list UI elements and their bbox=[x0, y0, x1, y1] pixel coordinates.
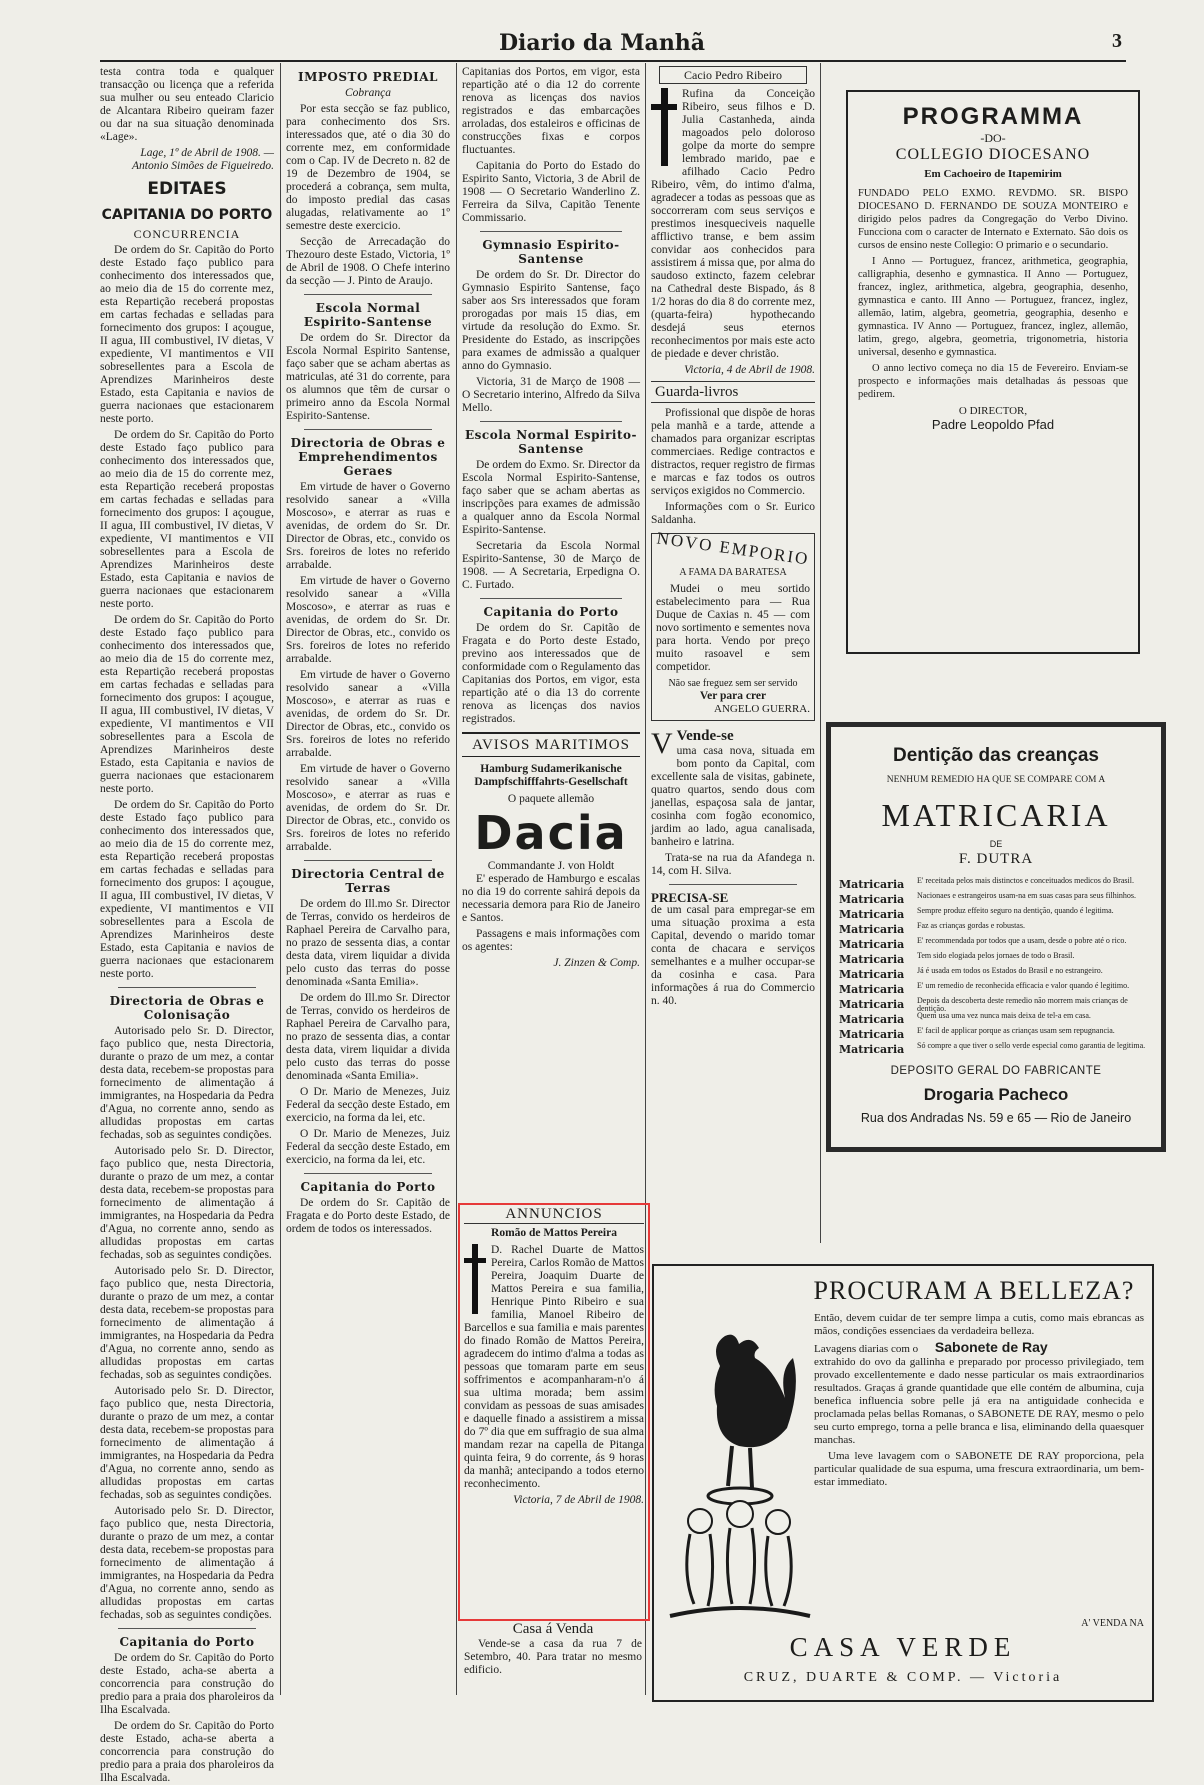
denticao-row-word: Matricaria bbox=[839, 923, 905, 936]
casa-heading: Casa á Venda bbox=[512, 1621, 594, 1637]
programma-do: -DO- bbox=[980, 131, 1006, 145]
denticao-de: DE bbox=[989, 839, 1003, 849]
denticao-row-word: Matricaria bbox=[839, 953, 905, 966]
passagens-text: Passagens e mais informações com os agentes: bbox=[462, 928, 640, 953]
denticao-row bbox=[839, 1027, 1155, 1042]
annuncios-section bbox=[464, 1208, 644, 1616]
denticao-heading: Dentição das creanças bbox=[893, 745, 1099, 766]
denticao-row bbox=[839, 967, 1155, 982]
gymnasio-heading: Gymnasio Espirito-Santense bbox=[482, 238, 620, 266]
escola-text: De ordem do Exmo. Sr. Director da Escola Normal Espirito-Santense, faço saber que se acham abertas as inscripções para exames de admissão a qualquer anno da Escola Normal Espirito-Santense. bbox=[462, 459, 640, 536]
programma-heading: PROGRAMMA bbox=[902, 103, 1084, 130]
column-3 bbox=[462, 66, 640, 1200]
header-rule bbox=[100, 60, 1126, 62]
agents: J. Zinzen & Comp. bbox=[553, 957, 640, 969]
cross-icon bbox=[464, 1244, 486, 1314]
casa-section bbox=[464, 1620, 642, 1700]
directoria-text: Autorisado pelo Sr. D. Director, faço publico que, nesta Directoria, durante o prazo de um mez, a contar desta data, recebem-se propostas para fornecimento de alimentação á immigrantes, na Hospedaria da Pedra d'Agua, no corrente anno, sendo as alludidas propostas em cartas fechadas, sob as seguintes condições. bbox=[100, 1505, 274, 1621]
emporio-ver: Ver para crer bbox=[699, 690, 767, 702]
denticao-row-text: Já é usada em todos os Estados do Brasil e no estrangeiro. bbox=[917, 966, 1103, 975]
denticao-row-text: Só compre a que tiver o sello verde especial como garantia de legitima. bbox=[917, 1041, 1146, 1050]
capitania-text: De ordem do Sr. Capitão do Porto deste Estado faço publico para conhecimento dos interessados que, ao meio dia de 15 do corrente mez, esta Repartição receberá propostas em cartas fechadas e selladas para fornecimento dos grupos: I açougue, II agua, III combustivel, IV dietas, V expediente, VI mantimentos e VII sobresellentes para a Escola de Aprendizes Marinheiros deste Estado, esta Capitania e navios de guerra nacionaes que estacionarem neste porto. bbox=[100, 799, 274, 980]
col3-top-text: Capitanias dos Portos, em vigor, esta repartição até o dia 12 do corrente renova as licenças dos navios registrados e das embarcações arroladas, dos estaleiros e officinas de construcções fixas e corpos fluctuantes. bbox=[462, 66, 640, 156]
denticao-row-text: Tem sido elogiada pelos jornaes de todo o Brasil. bbox=[917, 951, 1075, 960]
escola-heading: Escola Normal Espirito-Santense bbox=[465, 428, 637, 456]
belleza-text1: Então, devem cuidar de ter sempre limpa a cutis, como mais ebrancas as mãos, condições essenciaes da verdadeira belleza. bbox=[814, 1312, 1144, 1337]
terras-text: De ordem do Ill.mo Sr. Director de Terras, convido os herdeiros de Raphael Pereira de Carvalho para, no prazo de sessenta dias, a contar desta data, virem liquidar a divida pelo custo das terras do posse denominada «Santa Emilia». bbox=[286, 992, 450, 1082]
programma-sub: COLLEGIO DIOCESANO bbox=[895, 146, 1091, 163]
programma-director-label: O DIRECTOR, bbox=[958, 405, 1028, 417]
commandante: Commandante J. von Holdt bbox=[487, 860, 615, 872]
annuncios-heading: ANNUNCIOS bbox=[464, 1208, 644, 1224]
cacio-sign: Victoria, 4 de Abril de 1908. bbox=[684, 364, 815, 376]
emporio-ad bbox=[651, 528, 815, 721]
capitania2-heading: Capitania do Porto bbox=[119, 1635, 255, 1649]
denticao-product: MATRICARIA bbox=[881, 797, 1111, 833]
programma-location: Em Cachoeiro de Itapemirim bbox=[924, 168, 1062, 180]
belleza-lavagens-block bbox=[814, 1341, 1144, 1356]
divider bbox=[304, 1173, 432, 1174]
programma-ad bbox=[846, 90, 1140, 654]
belleza-text3: Uma leve lavagem com o SABONETE DE RAY proporciona, pela particular qualidade de sua espuma, uma frescura extraordinaria, um bem-estar immediato. bbox=[814, 1450, 1144, 1488]
denticao-row-word: Matricaria bbox=[839, 1013, 905, 1026]
belleza-text-block bbox=[814, 1312, 1144, 1612]
denticao-row-text: Depois da descoberta deste remedio não morrem mais crianças de dentição. bbox=[917, 996, 1128, 1013]
terras-heading: Directoria Central de Terras bbox=[291, 867, 445, 895]
escola-sign: Secretaria da Escola Normal Espirito-Santense, 30 de Março de 1908. — A Secretaria, Erpedigna O. C. Furtado. bbox=[462, 540, 640, 591]
capitania-heading: Capitania do Porto bbox=[300, 1180, 436, 1194]
denticao-row-text: E' receitada pelos mais distinctos e conceituados medicos do Brasil. bbox=[917, 876, 1134, 885]
obras-heading: Directoria de Obras e Emprehendimentos Geraes bbox=[290, 436, 446, 478]
juiz-text: O Dr. Mario de Menezes, Juiz Federal da secção deste Estado, em exercicio, na forma da lei, etc. bbox=[286, 1086, 450, 1124]
imposto-subheading: Cobrança bbox=[345, 87, 391, 99]
capitania2-text: De ordem do Sr. Capitão do Porto deste Estado, acha-se aberta a concorrencia para construção do predio para a praia dos pharoleiros da Ilha Escalvada. bbox=[100, 1720, 274, 1784]
obras-text: Em virtude de haver o Governo resolvido sanear a «Villa Moscoso», e aterrar as ruas e avenidas, de ordem do Sr. Dr. Director de Obras, etc., convido os Srs. foreiros de lotes no referido arrabalde. bbox=[286, 669, 450, 759]
casa-text: Vende-se a casa da rua 7 de Setembro, 40. Para tratar no mesmo edificio. bbox=[464, 1638, 642, 1676]
capitania-heading: Capitania do Porto bbox=[483, 605, 619, 619]
capitania-text: De ordem do Sr. Capitão do Porto deste Estado faço publico para conhecimento dos interessados que, ao meio dia de 15 do corrente mez, esta Repartição receberá propostas em cartas fechadas e selladas para fornecimento dos grupos: I açougue, II agua, III combustivel, IV dietas, V expediente, VI mantimentos e VII sobresellentes para a Escola de Aprendizes Marinheiros deste Estado, esta Capitania e navios de guerra nacionaes que estacionarem neste porto. bbox=[100, 429, 274, 610]
guarda-text: Profissional que dispõe de horas pela manhã e a tarde, attende a chamados para organizar escriptas commerciaes. Redige contractos e distractos, requer registro de firmas e marcas e faz todos os outros serviços exigidos no Commercio. bbox=[651, 407, 815, 497]
editaes-heading: EDITAES bbox=[147, 179, 227, 199]
obras-text: Em virtude de haver o Governo resolvido sanear a «Villa Moscoso», e aterrar as ruas e avenidas, de ordem do Sr. Dr. Director de Obras, etc., convido os Srs. foreiros de lotes no referido arrabalde. bbox=[286, 575, 450, 665]
ship-text: E' esperado de Hamburgo e escalas no dia 19 do corrente sahirá depois da necessaria demora para Rio de Janeiro e Santos. bbox=[462, 873, 640, 924]
avisos-heading: AVISOS MARITIMOS bbox=[472, 737, 630, 753]
directoria-text: Autorisado pelo Sr. D. Director, faço publico que, nesta Directoria, durante o prazo de um mez, a contar desta data, recebem-se propostas para fornecimento de alimentação á immigrantes, na Hospedaria da Pedra d'Agua, no corrente anno, sendo as alludidas propostas em cartas fechadas, sob as seguintes condições. bbox=[100, 1025, 274, 1141]
divider bbox=[304, 860, 432, 861]
belleza-text2: extrahido do ovo da gallinha e preparado por processo privilegiado, tem provado excellentemente e dado nesse particular os mais extraordinarios resultados. Graças á grande quantidade que elle contém de albumina, cuja benefica influencia sobre pelle já era na antiguidade conhecida e proclamada pelas bellas Romanas, o SABONETE DE RAY, mesmo o pelo seu curto emprego, torna a pelle branca e lisa, eliminando della quaesquer manchas. bbox=[814, 1356, 1144, 1446]
emporio-sub: A FAMA DA BARATESA bbox=[679, 567, 787, 578]
denticao-row bbox=[839, 937, 1155, 952]
denticao-row-word: Matricaria bbox=[839, 1043, 905, 1056]
denticao-row bbox=[839, 907, 1155, 922]
imposto-heading: IMPOSTO PREDIAL bbox=[297, 70, 438, 84]
denticao-row-word: Matricaria bbox=[839, 968, 905, 981]
directoria-text: Autorisado pelo Sr. D. Director, faço publico que, nesta Directoria, durante o prazo de um mez, a contar desta data, recebem-se propostas para fornecimento de alimentação á immigrantes, na Hospedaria da Pedra d'Agua, no corrente anno, sendo as alludidas propostas em cartas fechadas, sob as seguintes condições. bbox=[100, 1145, 274, 1261]
shipping-company: Hamburg Sudamerikanische Dampfschifffahrts-Gesellschaft bbox=[474, 763, 628, 788]
obras-text: Em virtude de haver o Governo resolvido sanear a «Villa Moscoso», e aterrar as ruas e avenidas, de ordem do Sr. Dr. Director de Obras, etc., convido os Srs. foreiros de lotes no referido arrabalde. bbox=[286, 481, 450, 571]
newspaper-title: Diario da Manhã bbox=[498, 30, 706, 56]
vende-heading: Vende-se bbox=[676, 728, 734, 744]
denticao-row bbox=[839, 997, 1155, 1012]
gymnasio-sign: Victoria, 31 de Março de 1908 — O Secretario interino, Alfredo da Silva Mello. bbox=[462, 376, 640, 414]
emporio-heading: NOVO EMPORIO bbox=[655, 528, 811, 569]
programma-body bbox=[858, 102, 1128, 642]
denticao-row-text: E' um remedio de reconhecida efficacia e valor quando é legitimo. bbox=[917, 981, 1130, 990]
concorrencia-subheading: CONCURRENCIA bbox=[133, 227, 241, 241]
paquete-label: O paquete allemão bbox=[507, 793, 595, 805]
belleza-casa: CASA VERDE bbox=[789, 1632, 1017, 1662]
escola-text: De ordem do Sr. Director da Escola Normal Espirito Santense, faço saber que se acham abertas as matriculas, até 31 do corrente, para os alumnos que têm de cursar o primeiro anno da Escola Normal Espirito-Santense. bbox=[286, 332, 450, 422]
capitania-text: De ordem do Sr. Capitão de Fragata e do Porto deste Estado, de ordem de todos os interessados. bbox=[286, 1197, 450, 1235]
divider bbox=[304, 294, 432, 295]
programma-end: O anno lectivo começa no dia 15 de Fevereiro. Enviam-se prospecto e informações mais detalhadas ás pessoas que pedirem. bbox=[858, 363, 1128, 400]
column-divider bbox=[820, 63, 821, 1243]
divider bbox=[480, 231, 622, 232]
column-4 bbox=[651, 66, 815, 1236]
belleza-heading: PROCURAM A BELLEZA? bbox=[813, 1276, 1135, 1305]
col3-top-sign: Capitania do Porto do Estado do Espirito Santo, Victoria, 3 de Abril de 1908 — O Secretario Wanderlino Z. Ferreira da Silva, Capitão Tenente Commissario. bbox=[462, 160, 640, 224]
capitania-text: De ordem do Sr. Capitão de Fragata e do Porto deste Estado, previno aos interessados que de conformidade com o Regulamento das Capitanias dos Portos, em vigor, esta repartição até o dia 13 do corrente renova as licenças dos navios registrados. bbox=[462, 622, 640, 725]
denticao-row-word: Matricaria bbox=[839, 878, 905, 891]
denticao-drogaria: Drogaria Pacheco bbox=[923, 1085, 1069, 1104]
emporio-text: Mudei o meu sortido estabelecimento para — Rua Duque de Caxias n. 45 — com novo sortimento e sementes nova para horta. Vendo por preço muito rasoavel e sem competidor. bbox=[656, 583, 810, 673]
terras-text: De ordem do Ill.mo Sr. Director de Terras, convido os herdeiros de Raphael Pereira de Carvalho para, no prazo de sessenta dias, a contar desta data, virem liquidar a divida pelo custo das terras do posse denominada «Santa Emilia». bbox=[286, 898, 450, 988]
divider bbox=[480, 598, 622, 599]
directoria-heading: Directoria de Obras e Colonisação bbox=[109, 994, 265, 1022]
belleza-firm: CRUZ, DUARTE & COMP. — Victoria bbox=[743, 1670, 1063, 1685]
capitania-text: De ordem do Sr. Capitão do Porto deste Estado faço publico para conhecimento dos interessados que, ao meio dia de 15 do corrente mez, esta Repartição receberá propostas em cartas fechadas e selladas para fornecimento dos grupos: I açougue, II agua, III combustivel, IV dietas, V expediente, VI mantimentos e VII sobresellentes para a Escola de Aprendizes Marinheiros deste Estado, esta Capitania e navios de guerra nacionaes que estacionarem neste porto. bbox=[100, 244, 274, 425]
programma-director: Padre Leopoldo Pfad bbox=[931, 417, 1055, 432]
column-2 bbox=[286, 66, 450, 1696]
ship-name: Dacia bbox=[474, 806, 628, 860]
denticao-row-text: Quem usa uma vez nunca mais deixa de tel-a em casa. bbox=[917, 1011, 1091, 1020]
directoria-text: Autorisado pelo Sr. D. Director, faço publico que, nesta Directoria, durante o prazo de um mez, a contar desta data, recebem-se propostas para fornecimento de alimentação á immigrantes, na Hospedaria da Pedra d'Agua, no corrente anno, sendo as alludidas propostas em cartas fechadas, sob as seguintes condições. bbox=[100, 1265, 274, 1381]
denticao-row bbox=[839, 892, 1155, 907]
cacio-heading: Cacio Pedro Ribeiro bbox=[659, 66, 807, 84]
column-divider bbox=[456, 63, 457, 1695]
romao-sign: Victoria, 7 de Abril de 1908. bbox=[513, 1494, 644, 1506]
denticao-row-word: Matricaria bbox=[839, 1028, 905, 1041]
denticao-row bbox=[839, 982, 1155, 997]
denticao-row bbox=[839, 922, 1155, 937]
denticao-row-text: Nacionaes e estrangeiros usam-na em suas casas para seus filhinhos. bbox=[917, 891, 1137, 900]
programma-courses: I Anno — Portuguez, francez, arithmetica, geographia, calligraphia, desenho e gymnastica. II Anno — Portuguez, francez, inglez, arithmetica, algebra, geographia, desenho, gymnastica e canto. III Anno — Portuguez, francez, inglez, allemão, latim, algebra, geometria, geographia, desenho e gymnastica. IV Anno — Portuguez, francez, inglez, allemão, latim, grego, algebra, geometria, trigonometria, historia universal, desenho e gymnastica. bbox=[858, 256, 1128, 358]
divider bbox=[118, 1628, 256, 1629]
denticao-row bbox=[839, 1042, 1155, 1057]
divider bbox=[118, 987, 256, 988]
imposto-text: Por esta secção se faz publico, para conhecimento dos Srs. interessados que, até o dia 30 do corrente mez, em conformidade com o Cap. IV de Decreto n. 82 de 19 de Dezembro de 1904, se procederá a cobrança, sem multa, do imposto predial das casas alugadas, relativamente ao 1º semestre deste exercicio. bbox=[286, 103, 450, 232]
denticao-row-text: E' facil de applicar porque as crianças usam sem repugnancia. bbox=[917, 1026, 1115, 1035]
denticao-row bbox=[839, 952, 1155, 967]
vende-sign: Trata-se na rua da Afandega n. 14, com H. Silva. bbox=[651, 852, 815, 877]
capitania-text: De ordem do Sr. Capitão do Porto deste Estado faço publico para conhecimento dos interessados que, ao meio dia de 15 do corrente mez, esta Repartição receberá propostas em cartas fechadas e selladas para fornecimento dos grupos: I açougue, II agua, III combustivel, IV dietas, V expediente, VI mantimentos e VII sobresellentes para a Escola de Aprendizes Marinheiros deste Estado, esta Capitania e navios de guerra nacionaes que estacionarem neste porto. bbox=[100, 614, 274, 795]
avisos-banner bbox=[462, 732, 640, 757]
cross-icon bbox=[651, 88, 677, 166]
denticao-row-word: Matricaria bbox=[839, 908, 905, 921]
vende-dropcap: V bbox=[651, 727, 673, 760]
column-divider bbox=[280, 63, 281, 1695]
divider bbox=[669, 884, 797, 885]
denticao-row bbox=[839, 1012, 1155, 1027]
denticao-row-text: Faz as crianças gordas e robustas. bbox=[917, 921, 1025, 930]
belleza-lavagens: Lavagens diarias com o bbox=[814, 1343, 919, 1355]
capitania-heading: CAPITANIA DO PORTO bbox=[101, 207, 273, 223]
denticao-row-word: Matricaria bbox=[839, 998, 905, 1011]
denticao-deposit: DEPOSITO GERAL DO FABRICANTE bbox=[890, 1065, 1102, 1077]
directoria-text: Autorisado pelo Sr. D. Director, faço publico que, nesta Directoria, durante o prazo de um mez, a contar desta data, recebem-se propostas para fornecimento de alimentação á immigrantes, na Hospedaria da Pedra d'Agua, no corrente anno, sendo as alludidas propostas em cartas fechadas, sob as seguintes condições. bbox=[100, 1385, 274, 1501]
belleza-ad bbox=[652, 1264, 1154, 1702]
col1-top-sign: Lage, 1º de Abril de 1908. — Antonio Simões de Figueiredo. bbox=[131, 147, 274, 172]
obras-text: Em virtude de haver o Governo resolvido sanear a «Villa Moscoso», e aterrar as ruas e avenidas, de ordem do Sr. Dr. Director de Obras, etc., convido os Srs. foreiros de lotes no referido arrabalde. bbox=[286, 763, 450, 853]
programma-text: FUNDADO PELO EXMO. REVDMO. SR. BISPO DIOCESANO D. FERNANDO DE SOUZA MONTEIRO e dirigido pelos padres da Congregação do Verbo Divino. Funcciona com o caracter de Internato e Externato. São dois os cursos de ensino neste Collegio: O primario e o secundario. bbox=[858, 188, 1128, 251]
denticao-row bbox=[839, 877, 1155, 892]
emporio-sign: ANGELO GUERRA. bbox=[714, 703, 810, 715]
romao-text: D. Rachel Duarte de Mattos Pereira, Carlos Romão de Mattos Pereira, Joaquim Duarte de Mattos Pereira e sua familia, Henrique Pinto Ribeiro e sua familia, Manoel Ribeiro de Barcellos e sua familia e mais parentes do finado Romão de Mattos Pereira, agradecem do intimo d'alma a todas as pessoas que tomaram parte em seus soffrimentos e acompanharam-n'o á sua ultima morada; bem assim convidam as pessoas de suas amisades e daquelle finado a assistirem a missa do 7º dia que em suffragio de sua alma mandam rezar na capella de Pitanga quinta feira, 9 do corrente, ás 9 horas da manhã; antecipando a todos eterno reconhecimento. bbox=[464, 1244, 644, 1490]
escola-heading: Escola Normal Espirito-Santense bbox=[303, 301, 433, 329]
belleza-sabonete: Sabonete de Ray bbox=[934, 1339, 1048, 1355]
denticao-ad bbox=[826, 722, 1166, 1152]
denticao-sub: NENHUM REMEDIO HA QUE SE COMPARE COM A bbox=[886, 775, 1106, 785]
vende-text: uma casa nova, situada em bom ponto da Capital, com excellente sala de visitas, gabinete, quatro quartos, sendo dous com janellas, espaçosa sala de jantar, cosinha com fogão economico, jardim ao lado, agua canalisada, banheiro e latrina. bbox=[651, 745, 815, 848]
col1-top-text: testa contra toda e qualquer transacção ou licença que a referida sua mulher ou seu enteado Claricio de Alcantara Ribeiro queiram fazer ou dar na sua situação denominada «Lage». bbox=[100, 66, 274, 143]
emporio-note: Não sae freguez sem ser servido bbox=[668, 678, 798, 689]
precisa-heading: PRECISA-SE bbox=[651, 890, 729, 905]
capitania2-text: De ordem do Sr. Capitão do Porto deste Estado, acha-se aberta a concorrencia para construção do predio para a praia dos pharoleiros da Ilha Escalvada. bbox=[100, 1652, 274, 1716]
denticao-row-text: E' recommendada por todos que a usam, desde o pobre até o rico. bbox=[917, 936, 1127, 945]
divider bbox=[304, 429, 432, 430]
gymnasio-text: De ordem do Sr. Dr. Director do Gymnasio Espirito Santense, faço saber aos Srs interessados que foram prorogadas por mais 15 dias, em virtude da resolução do Exmo. Sr. Presidente do Estado, as inscripções para exames de admissão a qualquer anno do Gymnasio. bbox=[462, 269, 640, 372]
denticao-maker: F. DUTRA bbox=[958, 851, 1034, 867]
cacio-text: Rufina da Conceição Ribeiro, seus filhos e D. Julia Castanheda, ainda magoados pelo doloroso golpe da morte do sempre lembrado marido, pae e afilhado Cacio Pedro Ribeiro, vêm, do intimo d'alma, agradecer a todas as pessoas que as soccorreram com seus serviços e prestimos inesqueciveis naquelle afflictivo transe, e bem assim convidar aos conhecidos para assistirem á missa que, por alma do saudoso extincto, fazem celebrar na Cathedral deste Bispado, ás 8 1/2 horas do dia 8 do corrente mez, (quarta-feira) hypothecando desdejá seus eternos reconhecimentos por mais este acto de piedade e dever christão. bbox=[651, 88, 815, 360]
divider bbox=[480, 421, 622, 422]
denticao-list bbox=[839, 877, 1155, 1057]
guarda-sign: Informações com o Sr. Eurico Saldanha. bbox=[651, 501, 815, 526]
imposto-sign: Secção de Arrecadação do Thezouro deste Estado, Victoria, 1º de Abril de 1908. O Chefe interino da secção — J. Pinto de Araujo. bbox=[286, 236, 450, 287]
precisa-text: de um casal para empregar-se em uma situação proxima a esta Capital, devendo o marido tomar conta de chacara e serviços semelhantes e a mulher occupar-se da cosinha e casa. Para informações á rua do Commercio n. 40. bbox=[651, 904, 815, 1007]
belleza-venda: A' VENDA NA bbox=[1081, 1618, 1144, 1629]
column-1 bbox=[100, 66, 274, 1784]
denticao-row-word: Matricaria bbox=[839, 983, 905, 996]
denticao-row-word: Matricaria bbox=[839, 938, 905, 951]
denticao-row-text: Sempre produz effeito seguro na dentição, quando é legitima. bbox=[917, 906, 1114, 915]
juiz-text: O Dr. Mario de Menezes, Juiz Federal da secção deste Estado, em exercicio, na forma da lei, etc. bbox=[286, 1128, 450, 1166]
romao-heading: Romão de Mattos Pereira bbox=[491, 1227, 617, 1239]
rooster-illustration bbox=[660, 1296, 810, 1626]
denticao-row-word: Matricaria bbox=[839, 893, 905, 906]
page-number: 3 bbox=[1112, 30, 1122, 52]
denticao-address: Rua dos Andradas Ns. 59 e 65 — Rio de Janeiro bbox=[860, 1111, 1132, 1125]
guarda-heading: Guarda-livros bbox=[651, 381, 815, 403]
